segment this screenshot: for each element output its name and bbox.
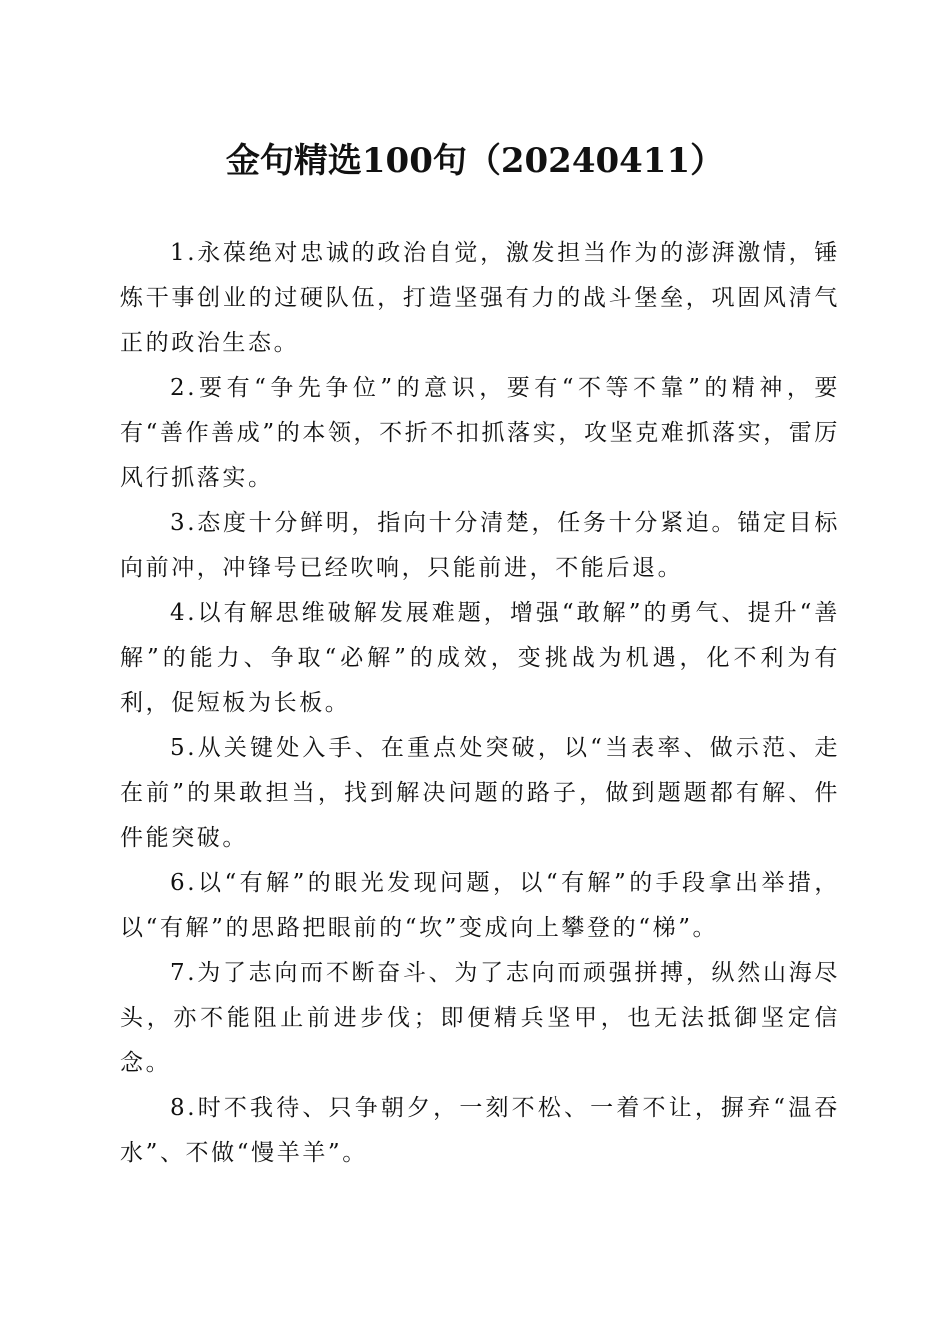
paragraph-4: 4.以有解思维破解发展难题，增强“敢解”的勇气、提升“善解”的能力、争取“必解”的成效，变挑战为机遇，化不利为有利，促短板为长板。 bbox=[120, 600, 840, 716]
paragraph-1: 1.永葆绝对忠诚的政治自觉，激发担当作为的澎湃激情，锤炼干事创业的过硬队伍，打造坚强有力的战斗堡垒，巩固风清气正的政治生态。 bbox=[120, 240, 840, 356]
paragraph-6: 6.以“有解”的眼光发现问题，以“有解”的手段拿出举措，以“有解”的思路把眼前的“坎”变成向上攀登的“梯”。 bbox=[120, 870, 840, 941]
document-title: 金句精选100句（20240411） bbox=[225, 141, 725, 181]
paragraph-2: 2.要有“争先争位”的意识，要有“不等不靠”的精神，要有“善作善成”的本领，不折不扣抓落实，攻坚克难抓落实，雷厉风行抓落实。 bbox=[120, 375, 840, 491]
paragraph-3: 3.态度十分鲜明，指向十分清楚，任务十分紧迫。锚定目标向前冲，冲锋号已经吹响，只能前进，不能后退。 bbox=[120, 510, 840, 581]
paragraph-5: 5.从关键处入手、在重点处突破，以“当表率、做示范、走在前”的果敢担当，找到解决问题的路子，做到题题都有解、件件能突破。 bbox=[120, 735, 840, 851]
paragraph-8: 8.时不我待、只争朝夕，一刻不松、一着不让，摒弃“温吞水”、不做“慢羊羊”。 bbox=[120, 1095, 840, 1166]
document-body bbox=[120, 231, 840, 1176]
paragraph-7: 7.为了志向而不断奋斗、为了志向而顽强拼搏，纵然山海尽头，亦不能阻止前进步伐；即便精兵坚甲，也无法抵御坚定信念。 bbox=[120, 960, 840, 1076]
